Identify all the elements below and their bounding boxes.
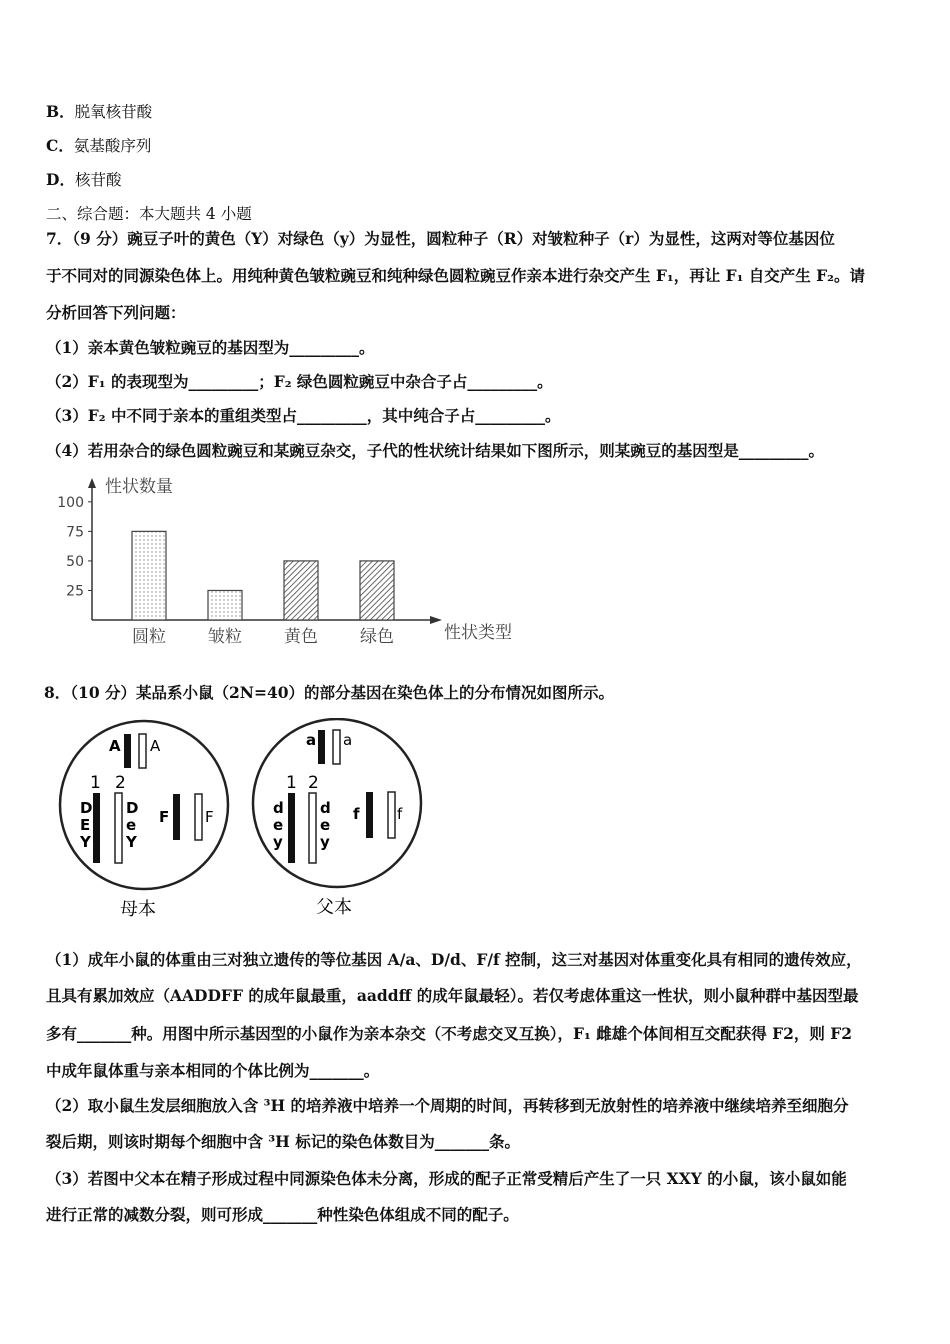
mother-gene-d-left: D (80, 799, 93, 817)
y-tick-label: 25 (66, 583, 84, 600)
father-chromosome-a1 (318, 730, 325, 764)
mother-gene-a2: A (150, 737, 161, 755)
trait-bar-chart (50, 470, 550, 655)
father-chromosome-2 (309, 793, 316, 863)
father-gene-a1: a (306, 731, 317, 749)
father-chromosome-number-1: 1 (286, 773, 297, 793)
mother-chromosome-f2 (195, 794, 202, 840)
y-tick-label: 50 (66, 553, 84, 570)
mother-chromosome-a1 (124, 734, 131, 768)
y-tick-label: 100 (57, 494, 84, 511)
mother-chromosome-f1 (173, 794, 180, 840)
bar-4 (360, 561, 394, 620)
father-chromosome-f1 (366, 792, 373, 838)
father-gene-e-right: e (320, 816, 331, 834)
mother-chromosome-number-1: 1 (90, 773, 101, 793)
bar-3 (284, 561, 318, 620)
father-gene-y-right: y (320, 833, 330, 851)
q8-p1-line2: 且具有累加效应（AADDFF 的成年鼠最重，aaddff 的成年鼠最轻）。若仅考虑体重这一性状，则小鼠种群中基因型最 (46, 986, 859, 1005)
q8-p3-line2: 进行正常的减数分裂，则可形成_______种性染色体组成不同的配子。 (46, 1205, 519, 1224)
father-gene-e-left: e (273, 816, 284, 834)
mother-gene-y-right: Y (126, 833, 137, 851)
mother-chromosome-2 (115, 793, 122, 863)
category-label: 皱粒 (208, 627, 242, 647)
q7-sub1: （1）亲本黄色皱粒豌豆的基因型为_________。 (46, 338, 375, 357)
q7-sub3: （3）F₂ 中不同于亲本的重组类型占_________，其中纯合子占_________。 (46, 406, 561, 425)
q8-p2-line1: （2）取小鼠生发层细胞放入含 ³H 的培养液中培养一个周期的时间，再转移到无放射性的培养液中继续培养至细胞分 (46, 1096, 849, 1115)
mother-chromosome-number-2: 2 (115, 773, 126, 793)
mother-label: 母本 (120, 899, 156, 920)
y-axis-label: 性状数量 (105, 477, 173, 497)
father-chromosome-f2 (388, 792, 395, 838)
father-gene-a2: a (343, 731, 353, 749)
q7-stem-line2: 于不同对的同源染色体上。用纯种黄色皱粒豌豆和纯种绿色圆粒豌豆作亲本进行杂交产生 F₁，再让 F₁ 自交产生 F₂。请 (46, 266, 865, 285)
mother-gene-d-right: D (126, 799, 139, 817)
q7-sub2: （2）F₁ 的表现型为_________；F₂ 绿色圆粒豌豆中杂合子占_________。 (46, 372, 553, 391)
mother-gene-f2: F (205, 808, 214, 826)
father-gene-f2: f (397, 805, 403, 823)
q8-p1-line1: （1）成年小鼠的体重由三对独立遗传的等位基因 A/a、D/d、F/f 控制，这三对基因对体重变化具有相同的遗传效应， (46, 950, 862, 969)
chromosome-diagram (50, 718, 450, 923)
q7-stem-line3: 分析回答下列问题： (46, 303, 186, 322)
father-cell (253, 719, 421, 918)
father-gene-d-right: d (320, 799, 331, 817)
father-label: 父本 (316, 897, 352, 918)
category-label: 黄色 (284, 627, 318, 647)
q8-p3-line1: （3）若图中父本在精子形成过程中同源染色体未分离，形成的配子正常受精后产生了一只 XXY 的小鼠，该小鼠如能 (46, 1169, 847, 1188)
option-b: B．脱氧核苷酸 (46, 102, 153, 121)
father-gene-f1: f (353, 805, 360, 823)
q8-p1-line3: 多有_______种。用图中所示基因型的小鼠作为亲本杂交（不考虑交叉互换），F₁ 雌雄个体间相互交配获得 F2，则 F2 (46, 1024, 853, 1043)
category-label: 绿色 (360, 627, 394, 647)
option-c: C．氨基酸序列 (46, 136, 152, 155)
mother-chromosome-1 (93, 793, 100, 863)
q7-sub4: （4）若用杂合的绿色圆粒豌豆和某豌豆杂交，子代的性状统计结果如下图所示，则某豌豆的基因型是_________。 (46, 441, 825, 460)
option-d: D．核苷酸 (46, 170, 122, 189)
father-chromosome-number-2: 2 (308, 773, 319, 793)
x-axis-arrow (430, 616, 442, 624)
father-gene-y-left: y (273, 833, 283, 851)
q8-p1-line4: 中成年鼠体重与亲本相同的个体比例为_______。 (46, 1061, 380, 1080)
mother-gene-e-left: E (80, 816, 91, 834)
mother-gene-e-right: e (126, 816, 137, 834)
category-label: 圆粒 (132, 627, 166, 647)
father-chromosome-a2 (333, 730, 340, 764)
mother-gene-y-left: Y (80, 833, 91, 851)
mother-gene-a1: A (109, 737, 121, 755)
mother-cell (60, 721, 228, 920)
section-title: 二、综合题：本大题共 4 小题 (46, 205, 252, 223)
father-gene-d-left: d (273, 799, 284, 817)
mother-gene-f1: F (159, 808, 170, 826)
y-tick-label: 75 (66, 524, 84, 541)
q8-p2-line2: 裂后期，则该时期每个细胞中含 ³H 标记的染色体数目为_______条。 (46, 1132, 520, 1151)
y-axis-arrow (88, 478, 96, 488)
bar-1 (132, 531, 166, 620)
bar-2 (208, 590, 242, 620)
q8-stem: 8．（10 分）某品系小鼠（2N=40）的部分基因在染色体上的分布情况如图所示。 (44, 683, 615, 702)
mother-chromosome-a2 (139, 734, 146, 768)
q7-stem-line1: 7．（9 分）豌豆子叶的黄色（Y）对绿色（y）为显性，圆粒种子（R）对皱粒种子（r）为显性，这两对等位基因位 (46, 229, 835, 248)
x-axis-label: 性状类型 (444, 623, 512, 643)
father-chromosome-1 (288, 793, 295, 863)
